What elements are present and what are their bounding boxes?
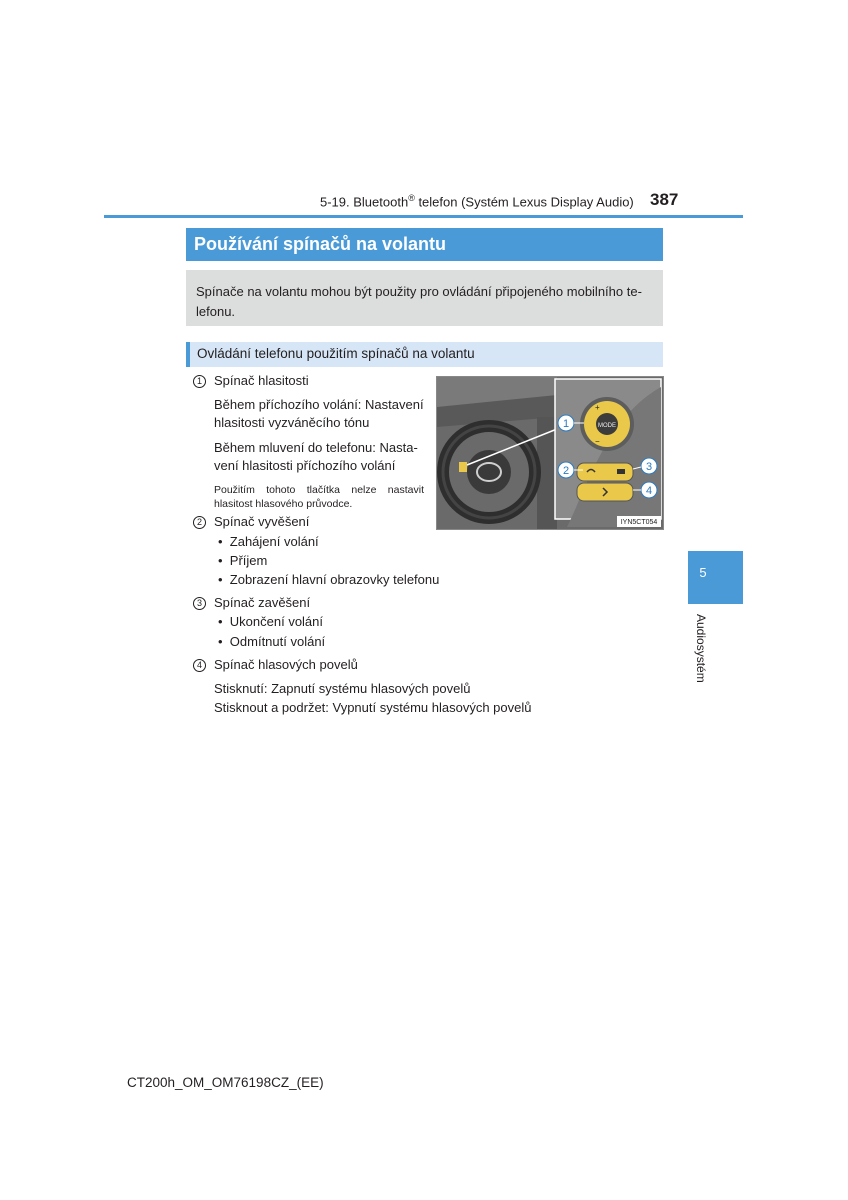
header-prefix: 5-19. Bluetooth — [320, 194, 409, 210]
item-number-4: 4 — [193, 659, 206, 672]
item-line: Stisknout a podržet: Vypnutí systému hlasových povelů — [214, 700, 532, 715]
bullet-item: • Odmítnutí volání — [218, 634, 326, 649]
section-banner — [186, 228, 663, 261]
item-title-voice: Spínač hlasových povelů — [214, 657, 358, 672]
svg-text:+: + — [595, 403, 600, 412]
item-line: Během mluvení do telefonu: Nasta- — [214, 440, 418, 455]
subsection-accent-bar — [186, 342, 190, 367]
mode-label: MODE — [598, 423, 616, 429]
section-title: Používání spínačů na volantu — [194, 234, 447, 254]
item-title-volume: Spínač hlasitosti — [214, 373, 309, 388]
bullet-item: • Zahájení volání — [218, 534, 319, 549]
registered-mark: ® — [408, 193, 415, 203]
item-number-3: 3 — [193, 597, 206, 610]
subsection-title: Ovládání telefonu použitím spínačů na volantu — [197, 346, 475, 361]
figure-code: IYN5CT054 — [620, 519, 658, 526]
chapter-name: Audiosystém — [694, 614, 708, 683]
item-number-1: 1 — [193, 375, 206, 388]
bullet-item: • Ukončení volání — [218, 614, 324, 629]
item-line: Stisknutí: Zapnutí systému hlasových povelů — [214, 681, 471, 696]
subsection-banner — [186, 342, 663, 367]
steering-wheel-illustration — [437, 377, 663, 529]
onhook-icon — [617, 469, 625, 474]
steering-wheel-figure — [436, 376, 664, 530]
svg-text:−: − — [595, 437, 600, 446]
item-line: hlasitosti vyzváněcího tónu — [214, 415, 370, 430]
chapter-tab[interactable] — [688, 551, 743, 604]
header-rule — [104, 215, 743, 218]
item-line: vení hlasitosti příchozího volání — [214, 458, 396, 473]
bullet-item: • Příjem — [218, 553, 268, 568]
callout-1: 1 — [562, 418, 570, 430]
bullet-item: • Zobrazení hlavní obrazovky telefonu — [218, 572, 440, 587]
callout-4: 4 — [645, 485, 653, 497]
item-number-2: 2 — [193, 516, 206, 529]
item-line: Během příchozího volání: Nastavení — [214, 397, 424, 412]
item-note: Použitím tohoto tlačítka nelze nastavit hlasitost hlasového průvodce. — [214, 484, 424, 510]
footer-code: CT200h_OM_OM76198CZ_(EE) — [127, 1075, 324, 1090]
intro-text: Spínače na volantu mohou být použity pro ovládání připojeného mobilního te-lefonu. — [196, 284, 642, 319]
item-title-onhook: Spínač zavěšení — [214, 595, 311, 610]
callout-3: 3 — [645, 461, 653, 473]
item-title-offhook: Spínač vyvěšení — [214, 514, 310, 529]
callout-2: 2 — [562, 465, 570, 477]
running-header — [320, 193, 634, 209]
header-suffix: telefon (Systém Lexus Display Audio) — [414, 194, 634, 210]
chapter-number: 5 — [699, 565, 707, 580]
page-number: 387 — [650, 190, 679, 209]
intro-box — [186, 270, 663, 326]
